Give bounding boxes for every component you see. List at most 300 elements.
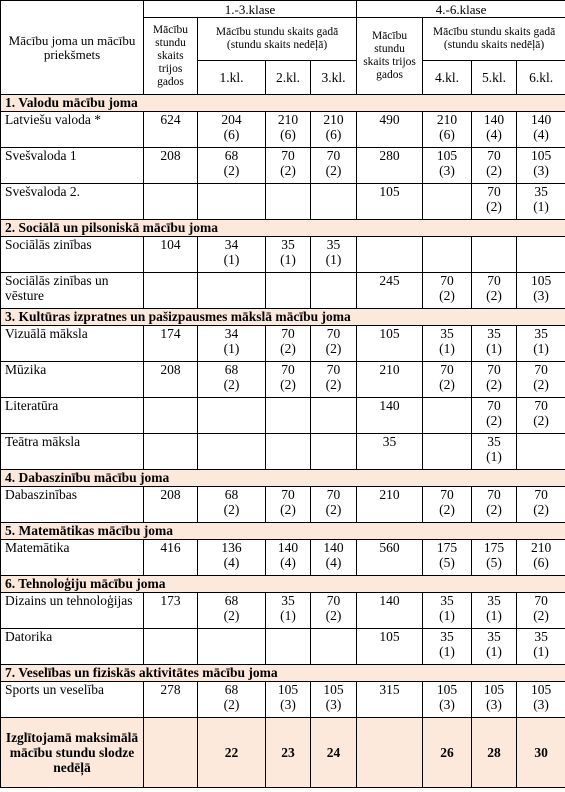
weekly-hours: (2) (325, 377, 342, 392)
weekly-hours: (1) (486, 644, 502, 659)
grade-4-hours-cell (423, 593, 472, 629)
subject-row (1, 273, 565, 309)
total-hours-1-3-cell (144, 273, 198, 309)
weekly-hours: (3) (325, 697, 342, 712)
yearly-hours: 70 (440, 362, 454, 377)
yearly-hours: 70 (326, 148, 341, 163)
yearly-hours: 210 (530, 540, 552, 555)
yearly-hours: 70 (326, 487, 341, 502)
grade-5-hours-cell (472, 184, 517, 220)
total-hours-1-3-cell: 174 (144, 326, 198, 362)
total-hours-1-3-cell: 208 (144, 362, 198, 398)
subject-row (1, 540, 565, 576)
yearly-hours: 68 (224, 682, 239, 697)
yearly-hours: 68 (224, 362, 239, 377)
header-grades-1-3: 1.-3.klase (144, 1, 357, 18)
yearly-hours: 210 (436, 112, 458, 127)
subject-name: Dabaszinības (1, 487, 144, 523)
total-hours-4-6-cell: 140 (357, 593, 423, 629)
total-hours-4-6-cell: 490 (357, 112, 423, 148)
total-hours-1-3-cell (144, 629, 198, 665)
grade-1-hours-cell (198, 362, 266, 398)
weekly-hours: (6) (325, 127, 342, 142)
yearly-hours: 105 (483, 682, 505, 697)
weekly-hours: (2) (439, 288, 455, 303)
yearly-hours: 35 (487, 326, 501, 341)
grade-1-hours-cell (198, 112, 266, 148)
total-hours-4-6-cell: 315 (357, 682, 423, 718)
grade-3-hours-cell (311, 362, 357, 398)
grade-2-hours-cell (266, 184, 311, 220)
subject-name: Mūzika (1, 362, 144, 398)
yearly-hours: 35 (440, 326, 454, 341)
subject-row (1, 682, 565, 718)
grade-3-hours-cell (311, 112, 357, 148)
grade-5-hours-cell (472, 237, 517, 273)
weekly-hours: (1) (486, 608, 502, 623)
total-hours-1-3-cell: 278 (144, 682, 198, 718)
total-hours-4-6-cell (357, 237, 423, 273)
grade-3-hours-cell (311, 487, 357, 523)
grade-2-hours-cell (266, 112, 311, 148)
grade-5-hours-cell (472, 434, 517, 470)
yearly-hours: 105 (530, 273, 552, 288)
grade-1-hours-cell (198, 398, 266, 434)
weekly-hours: (1) (439, 341, 455, 356)
yearly-hours: 35 (487, 434, 501, 449)
grade-5-hours-cell (472, 362, 517, 398)
yearly-hours: 105 (530, 682, 552, 697)
total-hours-1-3-cell: 104 (144, 237, 198, 273)
header-grades-4-6: 4.-6.klase (357, 1, 565, 18)
section-row (1, 470, 565, 487)
grade-6-hours-cell (517, 184, 565, 220)
section-row (1, 220, 565, 237)
weekly-hours: (3) (439, 163, 455, 178)
grade-6-hours-cell (517, 326, 565, 362)
total-hours-4-6-cell: 35 (357, 434, 423, 470)
yearly-hours: 70 (326, 593, 341, 608)
header-grade-2: 2.kl. (266, 61, 311, 95)
subject-row (1, 593, 565, 629)
grade-6-hours-cell (517, 487, 565, 523)
total-hours-4-6-cell: 280 (357, 148, 423, 184)
grade-5-hours-cell (472, 148, 517, 184)
weekly-hours: (1) (223, 341, 240, 356)
grade-6-hours-cell (517, 593, 565, 629)
subject-row (1, 362, 565, 398)
weekly-hours: (4) (486, 127, 502, 142)
yearly-hours: 35 (487, 593, 501, 608)
weekly-hours: (2) (223, 608, 240, 623)
total-weekly-grade-4: 26 (423, 718, 472, 788)
grade-4-hours-cell (423, 112, 472, 148)
grade-4-hours-cell (423, 326, 472, 362)
weekly-hours: (1) (325, 252, 342, 267)
grade-4-hours-cell (423, 273, 472, 309)
yearly-hours: 140 (323, 540, 344, 555)
total-hours-4-6-cell: 105 (357, 326, 423, 362)
header-grade-3: 3.kl. (311, 61, 357, 95)
grade-3-hours-cell (311, 682, 357, 718)
section-title: 4. Dabaszinību mācību joma (1, 470, 565, 487)
subject-row (1, 112, 565, 148)
grade-3-hours-cell (311, 629, 357, 665)
weekly-hours: (2) (533, 413, 549, 428)
yearly-hours: 136 (221, 540, 242, 555)
subject-name: Sociālās zinības un vēsture (1, 273, 144, 309)
total-weekly-grade-3: 24 (311, 718, 357, 788)
grade-6-hours-cell (517, 629, 565, 665)
yearly-hours: 70 (534, 593, 548, 608)
yearly-hours: 70 (534, 362, 548, 377)
grade-2-hours-cell (266, 326, 311, 362)
grade-4-hours-cell (423, 148, 472, 184)
subject-name: Svešvaloda 1 (1, 148, 144, 184)
weekly-hours: (2) (325, 608, 342, 623)
subject-name: Dizains un tehnoloģijas (1, 593, 144, 629)
grade-4-hours-cell (423, 434, 472, 470)
yearly-hours: 35 (440, 593, 454, 608)
section-row (1, 576, 565, 593)
weekly-hours: (2) (533, 502, 549, 517)
yearly-hours: 210 (277, 112, 299, 127)
yearly-hours: 70 (487, 487, 501, 502)
subject-name: Teātra māksla (1, 434, 144, 470)
yearly-hours: 35 (534, 629, 548, 644)
weekly-hours: (2) (280, 377, 296, 392)
grade-6-hours-cell (517, 540, 565, 576)
grade-4-hours-cell (423, 487, 472, 523)
yearly-hours: 70 (534, 487, 548, 502)
yearly-hours: 105 (436, 148, 458, 163)
header-grade-1: 1.kl. (198, 61, 266, 95)
weekly-hours: (2) (486, 502, 502, 517)
weekly-hours: (6) (223, 127, 240, 142)
yearly-hours: 70 (487, 362, 501, 377)
header-yearly-hours-4-6: Mācību stundu skaits gadā (stundu skaits nedēļā) (423, 18, 565, 61)
grade-1-hours-cell (198, 593, 266, 629)
weekly-hours: (1) (533, 341, 549, 356)
grade-3-hours-cell (311, 184, 357, 220)
weekly-hours: (4) (325, 555, 342, 570)
yearly-hours: 35 (281, 593, 295, 608)
grade-2-hours-cell (266, 593, 311, 629)
grade-5-hours-cell (472, 487, 517, 523)
yearly-hours: 70 (326, 362, 341, 377)
weekly-hours: (2) (325, 163, 342, 178)
header-subject: Mācību joma un mācību priekšmets (1, 1, 144, 95)
subject-name: Matemātika (1, 540, 144, 576)
grade-1-hours-cell (198, 273, 266, 309)
section-title: 6. Tehnoloģiju mācību joma (1, 576, 565, 593)
grade-2-hours-cell (266, 487, 311, 523)
subject-name: Vizuālā māksla (1, 326, 144, 362)
grade-3-hours-cell (311, 237, 357, 273)
total-hours-4-6-cell: 105 (357, 184, 423, 220)
section-row (1, 309, 565, 326)
total-hours-1-3-cell (144, 434, 198, 470)
weekly-hours: (2) (486, 413, 502, 428)
total-hours-4-6-cell: 245 (357, 273, 423, 309)
yearly-hours: 105 (436, 682, 458, 697)
grade-5-hours-cell (472, 593, 517, 629)
yearly-hours: 35 (326, 237, 341, 252)
section-title: 7. Veselības un fiziskās aktivitātes mācību joma (1, 665, 565, 682)
grade-1-hours-cell (198, 682, 266, 718)
grade-3-hours-cell (311, 326, 357, 362)
header-total-hours-1-3: Mācību stundu skaits trijos gados (144, 18, 198, 95)
grade-4-hours-cell (423, 398, 472, 434)
yearly-hours: 70 (534, 398, 548, 413)
yearly-hours: 105 (323, 682, 344, 697)
yearly-hours: 70 (281, 148, 295, 163)
weekly-hours: (2) (280, 502, 296, 517)
yearly-hours: 70 (440, 273, 454, 288)
subject-row (1, 184, 565, 220)
yearly-hours: 105 (530, 148, 552, 163)
total-hours-1-3-cell (144, 184, 198, 220)
weekly-hours: (4) (280, 555, 296, 570)
weekly-hours: (2) (486, 199, 502, 214)
section-row (1, 665, 565, 682)
grade-4-hours-cell (423, 682, 472, 718)
weekly-hours: (2) (486, 377, 502, 392)
total-hours-1-3-cell: 416 (144, 540, 198, 576)
total-hours-1-3-cell (144, 398, 198, 434)
weekly-hours: (6) (533, 555, 549, 570)
total-hours-4-6-cell: 560 (357, 540, 423, 576)
weekly-hours: (1) (223, 252, 240, 267)
weekly-hours: (3) (439, 697, 455, 712)
yearly-hours: 175 (436, 540, 458, 555)
yearly-hours: 204 (221, 112, 242, 127)
grade-5-hours-cell (472, 398, 517, 434)
weekly-hours: (3) (533, 163, 549, 178)
weekly-hours: (1) (533, 199, 549, 214)
subject-row (1, 148, 565, 184)
total-weekly-grade-5: 28 (472, 718, 517, 788)
yearly-hours: 140 (277, 540, 299, 555)
empty-total-cell (357, 718, 423, 788)
grade-1-hours-cell (198, 434, 266, 470)
weekly-hours: (3) (280, 697, 296, 712)
yearly-hours: 70 (487, 184, 501, 199)
grade-6-hours-cell (517, 434, 565, 470)
weekly-hours: (2) (280, 163, 296, 178)
subject-name: Literatūra (1, 398, 144, 434)
yearly-hours: 35 (440, 629, 454, 644)
grade-5-hours-cell (472, 682, 517, 718)
weekly-hours: (2) (486, 288, 502, 303)
section-row (1, 523, 565, 540)
grade-1-hours-cell (198, 540, 266, 576)
yearly-hours: 35 (534, 326, 548, 341)
weekly-hours: (5) (486, 555, 502, 570)
grade-5-hours-cell (472, 273, 517, 309)
yearly-hours: 68 (224, 148, 239, 163)
weekly-hours: (1) (280, 608, 296, 623)
total-weekly-grade-2: 23 (266, 718, 311, 788)
yearly-hours: 140 (483, 112, 505, 127)
grade-1-hours-cell (198, 148, 266, 184)
grade-5-hours-cell (472, 326, 517, 362)
subject-name: Datorika (1, 629, 144, 665)
weekly-hours: (4) (223, 555, 240, 570)
yearly-hours: 35 (487, 629, 501, 644)
total-hours-4-6-cell: 210 (357, 362, 423, 398)
total-hours-4-6-cell: 140 (357, 398, 423, 434)
yearly-hours: 70 (281, 487, 295, 502)
weekly-hours: (4) (533, 127, 549, 142)
total-hours-4-6-cell: 210 (357, 487, 423, 523)
grade-3-hours-cell (311, 398, 357, 434)
weekly-hours: (2) (325, 341, 342, 356)
yearly-hours: 68 (224, 487, 239, 502)
grade-6-hours-cell (517, 398, 565, 434)
section-title: 3. Kultūras izpratnes un pašizpausmes mākslā mācību joma (1, 309, 565, 326)
grade-3-hours-cell (311, 540, 357, 576)
grade-1-hours-cell (198, 629, 266, 665)
grade-4-hours-cell (423, 629, 472, 665)
yearly-hours: 34 (224, 237, 239, 252)
yearly-hours: 105 (277, 682, 299, 697)
weekly-hours: (5) (439, 555, 455, 570)
yearly-hours: 70 (281, 362, 295, 377)
subject-row (1, 237, 565, 273)
yearly-hours: 35 (281, 237, 295, 252)
grade-3-hours-cell (311, 434, 357, 470)
weekly-hours: (3) (533, 697, 549, 712)
weekly-hours: (2) (223, 377, 240, 392)
weekly-hours: (2) (439, 502, 455, 517)
total-weekly-grade-6: 30 (517, 718, 565, 788)
header-total-hours-4-6: Mācību stundu skaits trijos gados (357, 18, 423, 95)
grade-6-hours-cell (517, 148, 565, 184)
yearly-hours: 35 (534, 184, 548, 199)
total-label: Izglītojamā maksimālā mācību stundu slodze nedēļā (1, 718, 144, 788)
grade-5-hours-cell (472, 629, 517, 665)
grade-2-hours-cell (266, 540, 311, 576)
grade-2-hours-cell (266, 237, 311, 273)
header-yearly-hours-1-3: Mācību stundu skaits gadā (stundu skaits nedēļā) (198, 18, 357, 61)
weekly-hours: (6) (280, 127, 296, 142)
weekly-hours: (2) (223, 163, 240, 178)
header-grade-5: 5.kl. (472, 61, 517, 95)
weekly-hours: (2) (325, 502, 342, 517)
grade-6-hours-cell (517, 237, 565, 273)
weekly-hours: (2) (280, 341, 296, 356)
total-hours-4-6-cell: 105 (357, 629, 423, 665)
header-grade-6: 6.kl. (517, 61, 565, 95)
grade-4-hours-cell (423, 540, 472, 576)
grade-4-hours-cell (423, 362, 472, 398)
weekly-hours: (2) (223, 502, 240, 517)
weekly-hours: (2) (533, 377, 549, 392)
weekly-hours: (1) (486, 449, 502, 464)
grade-3-hours-cell (311, 593, 357, 629)
grade-2-hours-cell (266, 273, 311, 309)
grade-6-hours-cell (517, 273, 565, 309)
empty-total-cell (144, 718, 198, 788)
total-weekly-grade-1: 22 (198, 718, 266, 788)
weekly-hours: (1) (486, 341, 502, 356)
weekly-hours: (1) (533, 644, 549, 659)
total-hours-1-3-cell: 624 (144, 112, 198, 148)
grade-1-hours-cell (198, 326, 266, 362)
weekly-hours: (2) (486, 163, 502, 178)
yearly-hours: 70 (487, 273, 501, 288)
subject-row (1, 487, 565, 523)
yearly-hours: 210 (323, 112, 344, 127)
grade-2-hours-cell (266, 434, 311, 470)
weekly-hours: (3) (533, 288, 549, 303)
section-title: 1. Valodu mācību joma (1, 95, 565, 112)
section-row (1, 95, 565, 112)
grade-1-hours-cell (198, 237, 266, 273)
yearly-hours: 140 (530, 112, 552, 127)
grade-2-hours-cell (266, 629, 311, 665)
subject-name: Sociālās zinības (1, 237, 144, 273)
subject-name: Sports un veselība (1, 682, 144, 718)
subject-name: Latviešu valoda * (1, 112, 144, 148)
subject-row (1, 434, 565, 470)
grade-6-hours-cell (517, 112, 565, 148)
grade-2-hours-cell (266, 398, 311, 434)
weekly-hours: (1) (439, 608, 455, 623)
yearly-hours: 175 (483, 540, 505, 555)
total-hours-1-3-cell: 208 (144, 487, 198, 523)
yearly-hours: 68 (224, 593, 239, 608)
weekly-hours: (2) (439, 377, 455, 392)
yearly-hours: 70 (487, 148, 501, 163)
weekly-hours: (3) (486, 697, 502, 712)
grade-4-hours-cell (423, 237, 472, 273)
grade-6-hours-cell (517, 682, 565, 718)
subject-row (1, 629, 565, 665)
grade-2-hours-cell (266, 148, 311, 184)
grade-3-hours-cell (311, 148, 357, 184)
weekly-hours: (6) (439, 127, 455, 142)
subject-row (1, 326, 565, 362)
weekly-hours: (2) (223, 697, 240, 712)
grade-6-hours-cell (517, 362, 565, 398)
grade-5-hours-cell (472, 540, 517, 576)
grade-1-hours-cell (198, 487, 266, 523)
section-title: 2. Sociālā un pilsoniskā mācību joma (1, 220, 565, 237)
grade-2-hours-cell (266, 362, 311, 398)
yearly-hours: 34 (224, 326, 239, 341)
weekly-hours: (1) (280, 252, 296, 267)
grade-2-hours-cell (266, 682, 311, 718)
weekly-hours: (1) (439, 644, 455, 659)
header-grade-4: 4.kl. (423, 61, 472, 95)
grade-1-hours-cell (198, 184, 266, 220)
subject-row (1, 398, 565, 434)
yearly-hours: 70 (326, 326, 341, 341)
grade-4-hours-cell (423, 184, 472, 220)
total-hours-1-3-cell: 208 (144, 148, 198, 184)
yearly-hours: 70 (281, 326, 295, 341)
yearly-hours: 70 (440, 487, 454, 502)
subject-name: Svešvaloda 2. (1, 184, 144, 220)
weekly-hours: (2) (533, 608, 549, 623)
grade-5-hours-cell (472, 112, 517, 148)
total-row (1, 718, 565, 788)
section-title: 5. Matemātikas mācību joma (1, 523, 565, 540)
grade-3-hours-cell (311, 273, 357, 309)
yearly-hours: 70 (487, 398, 501, 413)
